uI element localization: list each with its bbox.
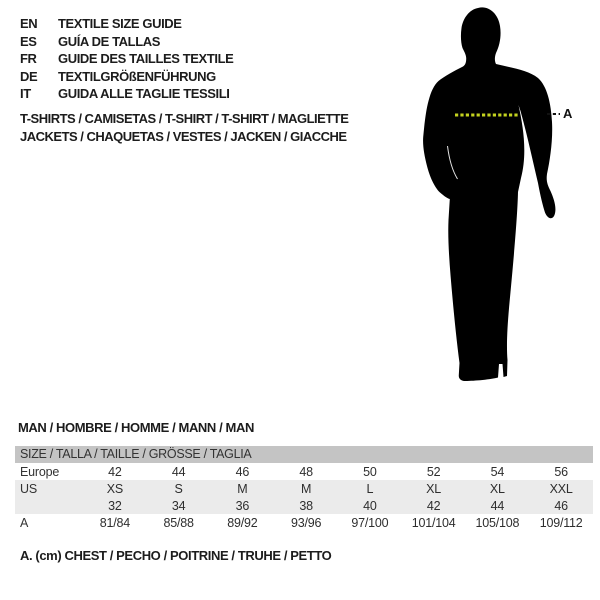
section-title-man: MAN / HOMBRE / HOMME / MANN / MAN — [18, 420, 254, 435]
table-cell: 81/84 — [99, 515, 131, 530]
row-label: A — [20, 515, 29, 530]
table-cell: 105/108 — [475, 515, 520, 530]
man-silhouette-figure — [400, 0, 600, 400]
table-cell: XXL — [549, 481, 573, 496]
language-row — [20, 68, 233, 86]
table-cell: 109/112 — [539, 515, 583, 530]
row-label: Europe — [20, 464, 60, 479]
table-row-us — [15, 480, 593, 497]
table-cell: M — [301, 481, 312, 496]
table-cell: 85/88 — [163, 515, 194, 530]
language-row — [20, 15, 233, 33]
table-cell: 48 — [299, 464, 313, 479]
table-cell: 44 — [490, 498, 505, 513]
table-row-chest-a — [15, 514, 593, 531]
language-code: EN — [20, 16, 38, 31]
row-label — [15, 497, 83, 514]
language-list — [20, 15, 233, 103]
table-cell: 52 — [426, 464, 441, 479]
table-cell: 34 — [171, 498, 186, 513]
man-silhouette-shape — [423, 7, 555, 381]
language-row — [20, 50, 233, 68]
size-table-header: SIZE / TALLA / TAILLE / GRÖSSE / TAGLIA — [15, 446, 593, 463]
language-name: TEXTILGRÖßENFÜHRUNG — [58, 68, 216, 84]
table-cell: 38 — [299, 498, 313, 513]
size-table-grid — [15, 463, 593, 531]
language-code: DE — [20, 68, 38, 84]
table-cell: 46 — [235, 464, 250, 479]
table-cell: 40 — [363, 498, 377, 513]
size-table — [15, 446, 593, 531]
table-cell: L — [366, 481, 374, 496]
table-cell: 42 — [426, 498, 441, 513]
table-cell: XL — [426, 481, 442, 496]
table-cell: 56 — [554, 464, 568, 479]
table-cell: 97/100 — [351, 515, 389, 530]
language-code: ES — [20, 33, 37, 49]
table-cell: 46 — [554, 498, 568, 513]
language-name: TEXTILE SIZE GUIDE — [58, 16, 182, 31]
table-cell: 93/96 — [290, 515, 322, 530]
language-name: GUIDA ALLE TAGLIE TESSILI — [58, 86, 230, 101]
footnote-chest-measure: A. (cm) CHEST / PECHO / POITRINE / TRUHE / PETTO — [20, 548, 332, 563]
category-line-tshirts: T-SHIRTS / CAMISETAS / T-SHIRT / T-SHIRT / MAGLIETTE — [20, 111, 349, 126]
table-cell: 89/92 — [227, 515, 258, 530]
table-row-europe — [15, 463, 593, 480]
language-code: IT — [20, 86, 31, 101]
table-cell: XL — [489, 481, 505, 496]
table-cell: 36 — [235, 498, 250, 513]
table-cell: XS — [106, 481, 124, 496]
table-cell: 50 — [363, 464, 377, 479]
table-row-us-numeric — [15, 497, 593, 514]
table-cell: 42 — [108, 464, 122, 479]
language-row — [20, 33, 233, 51]
measure-label-a: A — [563, 106, 573, 121]
category-list — [20, 110, 348, 145]
table-cell: S — [174, 481, 183, 496]
table-cell: 32 — [108, 498, 122, 513]
language-name: GUIDE DES TAILLES TEXTILE — [58, 51, 234, 66]
language-name: GUÍA DE TALLAS — [58, 33, 161, 49]
language-row — [20, 85, 233, 103]
category-line-jackets: JACKETS / CHAQUETAS / VESTES / JACKEN / GIACCHE — [20, 128, 347, 144]
table-cell: 101/104 — [411, 515, 456, 530]
man-silhouette — [400, 0, 600, 400]
row-label: US — [20, 481, 37, 496]
table-cell: 54 — [490, 464, 505, 479]
table-cell: 44 — [171, 464, 186, 479]
table-cell: M — [237, 481, 248, 496]
language-code: FR — [20, 51, 37, 66]
